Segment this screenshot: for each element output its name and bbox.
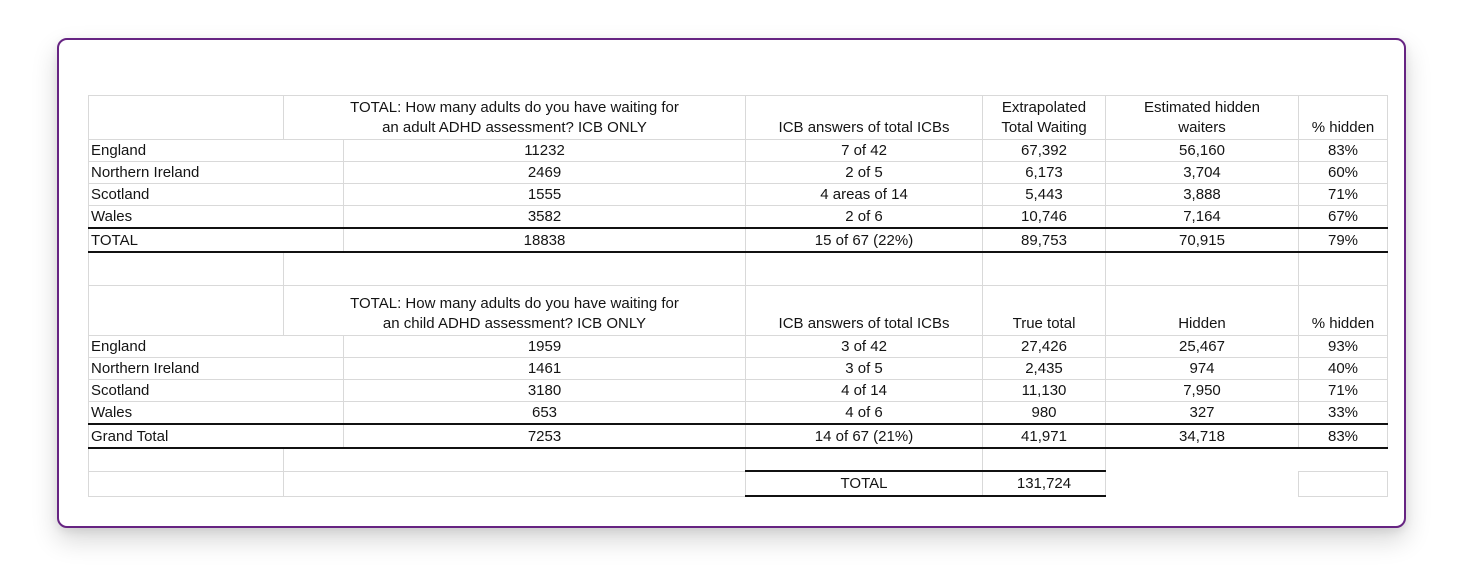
waiting-count-cell: 1959 (344, 336, 746, 358)
extrapolated-cell: 67,392 (983, 140, 1106, 162)
empty-corner-cell (89, 96, 284, 140)
extrapolated-cell: 10,746 (983, 206, 1106, 229)
hidden-cell: 25,467 (1106, 336, 1299, 358)
spreadsheet-card (57, 38, 1406, 528)
empty-cell (746, 448, 983, 471)
table-row (89, 380, 1388, 402)
extrapolated-cell: 5,443 (983, 184, 1106, 206)
combined-total-label-cell: TOTAL (746, 471, 983, 496)
question-line2: an adult ADHD assessment? ICB ONLY (382, 119, 647, 136)
total-label-cell: Grand Total (89, 424, 344, 448)
pct-hidden-cell: 40% (1299, 358, 1388, 380)
true-total-cell: 2,435 (983, 358, 1106, 380)
pct-hidden-cell: 71% (1299, 380, 1388, 402)
waiting-count-cell: 3582 (344, 206, 746, 229)
hidden-waiters-cell: 56,160 (1106, 140, 1299, 162)
empty-cell (983, 252, 1106, 286)
region-cell: England (89, 140, 344, 162)
pct-hidden-cell: 67% (1299, 206, 1388, 229)
empty-cell (89, 448, 284, 471)
icb-answers-cell: 2 of 6 (746, 206, 983, 229)
icb-answers-cell: 4 areas of 14 (746, 184, 983, 206)
empty-cell (1299, 448, 1388, 471)
table-row (89, 162, 1388, 184)
region-cell: Northern Ireland (89, 162, 344, 184)
empty-cell (284, 448, 746, 471)
table-row (89, 206, 1388, 229)
waiting-count-cell: 1461 (344, 358, 746, 380)
table-row (89, 140, 1388, 162)
table-row (89, 402, 1388, 425)
hidden-waiters-cell: 3,888 (1106, 184, 1299, 206)
region-cell: Scotland (89, 380, 344, 402)
icb-answers-cell: 3 of 5 (746, 358, 983, 380)
extrapolated-cell: 6,173 (983, 162, 1106, 184)
hidden-waiters-cell: 70,915 (1106, 228, 1299, 252)
table1-extrapolated-header (983, 96, 1106, 140)
table-row (89, 184, 1388, 206)
pct-hidden-cell: 83% (1299, 140, 1388, 162)
table2-grand-total-row (89, 424, 1388, 448)
table1-total-row (89, 228, 1388, 252)
pct-hidden-cell: 33% (1299, 402, 1388, 425)
waiting-count-cell: 653 (344, 402, 746, 425)
combined-total-value-cell: 131,724 (983, 471, 1106, 496)
table1-header-row (89, 96, 1388, 140)
icb-answers-cell: 7 of 42 (746, 140, 983, 162)
waiting-count-cell: 18838 (344, 228, 746, 252)
total-label-cell: TOTAL (89, 228, 344, 252)
adhd-waiting-list-table (88, 95, 1388, 497)
table2-icb-header: ICB answers of total ICBs (746, 286, 983, 336)
region-cell: Wales (89, 206, 344, 229)
table2-true-total-header: True total (983, 286, 1106, 336)
empty-cell (746, 252, 983, 286)
empty-cell (983, 448, 1106, 471)
region-cell: Scotland (89, 184, 344, 206)
spacer-row (89, 448, 1388, 471)
hidden-waiters-cell: 3,704 (1106, 162, 1299, 184)
hidden-waiters-cell: 7,164 (1106, 206, 1299, 229)
table-row (89, 336, 1388, 358)
empty-cell (1106, 448, 1299, 471)
hidden-waiters-line2: waiters (1178, 119, 1226, 136)
table1-hidden-waiters-header (1106, 96, 1299, 140)
question-line2: an child ADHD assessment? ICB ONLY (382, 315, 647, 332)
icb-answers-cell: 4 of 6 (746, 402, 983, 425)
hidden-cell: 974 (1106, 358, 1299, 380)
extrapolated-cell: 89,753 (983, 228, 1106, 252)
waiting-count-cell: 1555 (344, 184, 746, 206)
empty-cell (1106, 252, 1299, 286)
region-cell: Northern Ireland (89, 358, 344, 380)
pct-hidden-cell: 71% (1299, 184, 1388, 206)
waiting-count-cell: 11232 (344, 140, 746, 162)
combined-total-row (89, 471, 1388, 496)
hidden-cell: 327 (1106, 402, 1299, 425)
question-line1: TOTAL: How many adults do you have waiting for (350, 295, 679, 312)
empty-cell (1299, 252, 1388, 286)
pct-hidden-cell: 83% (1299, 424, 1388, 448)
empty-cell (1106, 471, 1299, 496)
icb-answers-cell: 3 of 42 (746, 336, 983, 358)
table1-pct-hidden-header: % hidden (1299, 96, 1388, 140)
icb-answers-cell: 4 of 14 (746, 380, 983, 402)
true-total-cell: 41,971 (983, 424, 1106, 448)
table-row (89, 358, 1388, 380)
waiting-count-cell: 7253 (344, 424, 746, 448)
empty-cell (1299, 471, 1388, 496)
waiting-count-cell: 3180 (344, 380, 746, 402)
hidden-cell: 34,718 (1106, 424, 1299, 448)
spacer-row (89, 252, 1388, 286)
empty-cell (89, 252, 284, 286)
table1-icb-header: ICB answers of total ICBs (746, 96, 983, 140)
pct-hidden-cell: 79% (1299, 228, 1388, 252)
question-line1: TOTAL: How many adults do you have waiting for (350, 99, 679, 116)
table2-pct-hidden-header: % hidden (1299, 286, 1388, 336)
extrapolated-line1: Extrapolated (1001, 99, 1087, 116)
hidden-cell: 7,950 (1106, 380, 1299, 402)
true-total-cell: 980 (983, 402, 1106, 425)
empty-corner-cell (89, 286, 284, 336)
empty-cell (284, 471, 746, 496)
pct-hidden-cell: 60% (1299, 162, 1388, 184)
empty-cell (284, 252, 746, 286)
table2-question-header (284, 286, 746, 336)
empty-cell (89, 471, 284, 496)
region-cell: Wales (89, 402, 344, 425)
icb-answers-cell: 15 of 67 (22%) (746, 228, 983, 252)
table2-hidden-header: Hidden (1106, 286, 1299, 336)
table1-question-header (284, 96, 746, 140)
true-total-cell: 27,426 (983, 336, 1106, 358)
waiting-count-cell: 2469 (344, 162, 746, 184)
table2-header-row (89, 286, 1388, 336)
region-cell: England (89, 336, 344, 358)
pct-hidden-cell: 93% (1299, 336, 1388, 358)
hidden-waiters-line1: Estimated hidden (1144, 99, 1260, 116)
icb-answers-cell: 14 of 67 (21%) (746, 424, 983, 448)
icb-answers-cell: 2 of 5 (746, 162, 983, 184)
extrapolated-line2: Total Waiting (1001, 119, 1087, 136)
true-total-cell: 11,130 (983, 380, 1106, 402)
